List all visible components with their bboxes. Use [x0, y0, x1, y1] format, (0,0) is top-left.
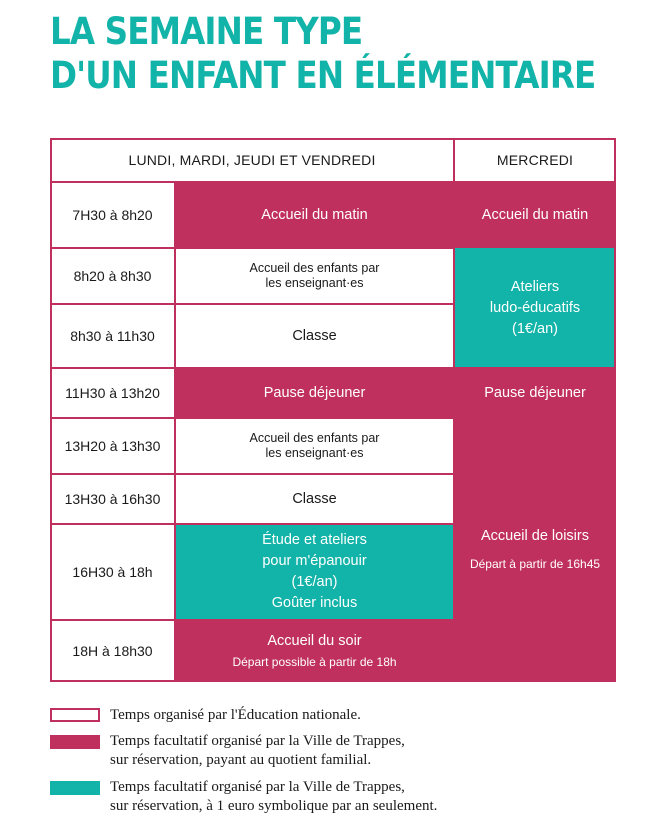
header-wednesday: MERCREDI: [496, 152, 574, 168]
legend-swatch-teal: [50, 781, 100, 795]
legend-swatch-white: [50, 708, 100, 722]
block-text: Accueil des enfants par: [249, 431, 380, 445]
wednesday-accueil-loisirs: [454, 418, 616, 682]
time-slot: 13H20 à 13h30: [64, 438, 161, 454]
weekday-etude-ateliers: [175, 524, 454, 620]
time-slot: 7H30 à 8h20: [72, 207, 153, 223]
grid-line: [50, 303, 175, 305]
weekly-schedule-table: [50, 138, 616, 682]
time-slot: 11H30 à 13h20: [65, 385, 160, 401]
block-text: Goûter inclus: [271, 595, 358, 611]
wednesday-ateliers: [454, 248, 616, 368]
time-slot: 18H à 18h30: [72, 643, 153, 659]
grid-line: [50, 181, 616, 183]
block-text: Accueil de loisirs: [481, 528, 589, 544]
grid-line: [50, 417, 616, 419]
weekday-accueil-enseignants-afternoon: [175, 418, 454, 474]
legend-text: Temps organisé par l'Éducation nationale.: [110, 707, 361, 723]
time-slot: 8h30 à 11h30: [70, 328, 155, 344]
weekday-accueil-soir: [175, 620, 454, 682]
grid-line: [50, 473, 454, 475]
block-subtext: Départ à partir de 16h45: [469, 557, 601, 571]
title-line-2: D'UN ENFANT EN ÉLÉMENTAIRE: [50, 54, 596, 97]
legend-swatch-magenta: [50, 735, 100, 749]
block-text: pour m'épanouir: [262, 553, 367, 569]
weekday-accueil-enseignants: [175, 248, 454, 304]
weekday-accueil-matin: Accueil du matin: [175, 182, 454, 248]
block-subtext: Départ possible à partir de 18h: [232, 654, 397, 669]
legend-text: sur réservation, payant au quotient familial.: [110, 752, 372, 768]
weekday-classe-morning: Classe: [292, 328, 337, 344]
time-slot: 8h20 à 8h30: [73, 268, 152, 284]
time-slot: 13H30 à 16h30: [64, 491, 161, 507]
grid-line: [50, 619, 454, 621]
block-text: (1€/an): [512, 320, 558, 337]
weekday-classe-afternoon: Classe: [292, 491, 337, 507]
title-line-1: LA SEMAINE TYPE: [50, 10, 363, 53]
wednesday-accueil-matin: Accueil du matin: [454, 182, 616, 248]
grid-line: [174, 182, 176, 682]
block-text: (1€/an): [291, 574, 338, 590]
time-slot: 16H30 à 18h: [72, 564, 153, 580]
wednesday-pause-dejeuner: Pause déjeuner: [454, 368, 616, 418]
page-title: [50, 10, 595, 98]
grid-line: [453, 138, 455, 682]
weekday-pause-dejeuner: Pause déjeuner: [175, 368, 454, 418]
block-text: Accueil des enfants par: [249, 261, 380, 275]
legend-text: Temps facultatif organisé par la Ville de Trappes,: [110, 779, 405, 795]
block-text: Ateliers: [510, 278, 560, 295]
block-text: les enseignant·es: [265, 276, 364, 290]
block-text: Accueil du soir: [267, 632, 362, 649]
legend-text: Temps facultatif organisé par la Ville de Trappes,: [110, 733, 405, 749]
grid-line: [50, 367, 616, 369]
grid-line: [50, 523, 454, 525]
grid-line: [50, 247, 454, 249]
legend-text: sur réservation, à 1 euro symbolique par an seulement.: [110, 798, 438, 814]
grid-line: [175, 303, 454, 305]
block-text: les enseignant·es: [265, 446, 364, 460]
header-weekdays: LUNDI, MARDI, JEUDI ET VENDREDI: [128, 152, 376, 168]
block-text: ludo-éducatifs: [489, 299, 581, 316]
block-text: Étude et ateliers: [262, 532, 367, 548]
